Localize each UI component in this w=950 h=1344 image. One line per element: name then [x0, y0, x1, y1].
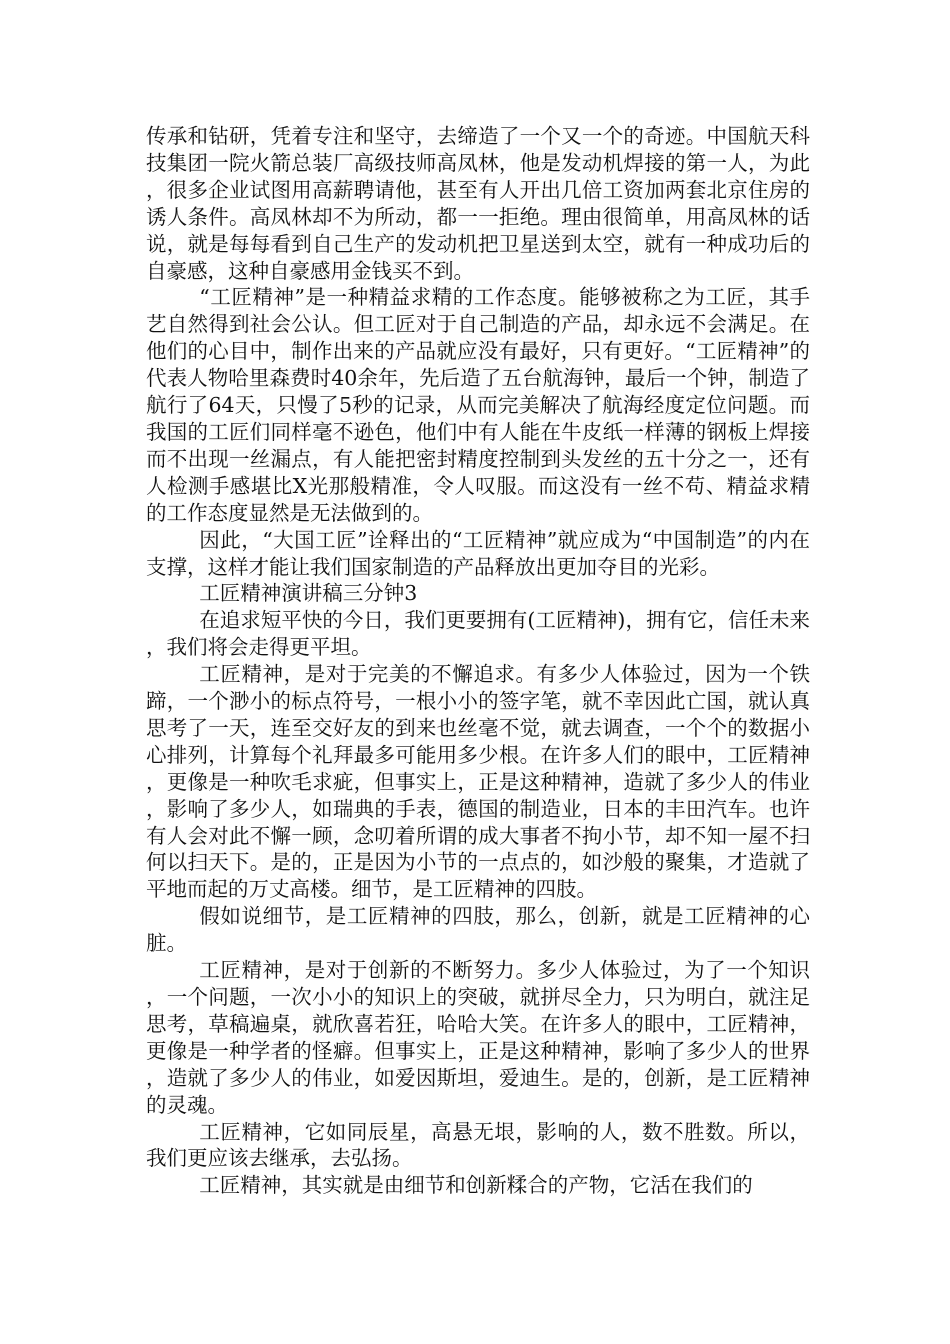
paragraph-7: 工匠精神，是对于创新的不断努力。多少人体验过，为了一个知识，一个问题，一次小小的知识上的突破，就拼尽全力，只为明白，就注足思考，草稿遍桌，就欣喜若狂，哈哈大笑。在许多人的眼中，工匠精神，更像是一种学者的怪癖。但事实上，正是这种精神，影响了多少人的世界，造就了多少人的伟业，如爱因斯坦，爱迪生。是的，创新，是工匠精神的灵魂。 — [146, 958, 810, 1117]
paragraph-9: 工匠精神，其实就是由细节和创新糅合的产物，它活在我们的 — [199, 1173, 753, 1198]
paragraph-3: 因此，“大国工匠”诠释出的“工匠精神”就应成为“中国制造”的内在支撑，这样才能让我们国家制造的产品释放出更加夺目的光彩。 — [146, 527, 810, 579]
paragraph-4: 在追求短平快的今日，我们更要拥有(工匠精神)，拥有它，信任未来，我们将会走得更平坦。 — [146, 608, 810, 660]
paragraph-5: 工匠精神，是对于完美的不懈追求。有多少人体验过，因为一个铁蹄，一个渺小的标点符号，一根小小的签字笔，就不幸因此亡国，就认真思考了一天，连至交好友的到来也丝毫不觉，就去调查，一个个的数据小心排列，计算每个礼拜最多可能用多少根。在许多人们的眼中，工匠精神，更像是一种吹毛求疵，但事实上，正是这种精神，造就了多少人的伟业，影响了多少人，如瑞典的手表，德国的制造业，日本的丰田汽车。也许有人会对此不懈一顾，念叨着所谓的成大事者不拘小节，却不知一屋不扫何以扫天下。是的，正是因为小节的一点点的，如沙般的聚集，才造就了平地而起的万丈高楼。细节，是工匠精神的四肢。 — [146, 662, 810, 902]
section-heading: 工匠精神演讲稿三分钟3 — [199, 581, 418, 606]
paragraph-1: 传承和钻研，凭着专注和坚守，去缔造了一个又一个的奇迹。中国航天科技集团一院火箭总装厂高级技师高凤林，他是发动机焊接的第一人，为此，很多企业试图用高薪聘请他，甚至有人开出几倍工资加两套北京住房的诱人条件。高凤林却不为所动，都一一拒绝。理由很简单，用高凤林的话说，就是每每看到自己生产的发动机把卫星送到太空，就有一种成功后的自豪感，这种自豪感用金钱买不到。 — [146, 124, 810, 283]
paragraph-2: “工匠精神”是一种精益求精的工作态度。能够被称之为工匠，其手艺自然得到社会公认。但工匠对于自己制造的产品，却永远不会满足。在他们的心目中，制作出来的产品就应没有最好，只有更好。“工匠精神”的代表人物哈里森费时40余年，先后造了五台航海钟，最后一个钟，制造了航行了64天，只慢了5秒的记录，从而完美解决了航海经度定位问题。而我国的工匠们同样毫不逊色，他们中有人能在牛皮纸一样薄的钢板上焊接而不出现一丝漏点，有人能把密封精度控制到头发丝的五十分之一，还有人检测手感堪比X光那般精准，令人叹服。而这没有一丝不苟、精益求精的工作态度显然是无法做到的。 — [146, 285, 810, 525]
document-body — [146, 123, 810, 1199]
paragraph-6: 假如说细节，是工匠精神的四肢，那么，创新，就是工匠精神的心脏。 — [146, 904, 810, 956]
paragraph-8: 工匠精神，它如同辰星，高悬无垠，影响的人，数不胜数。所以，我们更应该去继承，去弘扬。 — [146, 1119, 810, 1171]
